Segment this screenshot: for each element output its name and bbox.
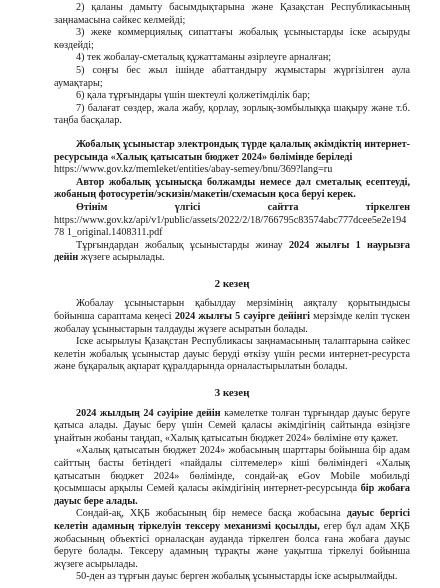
- list-item: 2) қаланы дамыту басымдықтарына және Қазақстан Республикасының заңнамасына сәйкес келмейді;: [54, 2, 410, 26]
- list-item: 6) қала тұрғындары үшін шектеулі қолжетімділік бар;: [76, 90, 311, 102]
- stage-3-paragraph: [54, 445, 410, 508]
- stage-2-paragraph: [54, 298, 410, 336]
- stage-3-emphasis: бір жобаға дауыс бере алады.: [54, 483, 410, 507]
- collection-date: 2024 жылғы 1 наурызға дейін: [54, 239, 410, 264]
- stage-2-text: Жобалау ұсыныстарын қабылдау мерзімінің аяқталу қорытындысы бойынша сараптама кеңесі: [54, 298, 410, 323]
- stage-3-deadline: 2024 жылдың 24 сәуіріне дейін: [76, 407, 221, 419]
- collection-text-end: жүзеге асырылады.: [78, 252, 165, 264]
- stage-3-heading: 3 кезең: [214, 387, 250, 400]
- stage-2-paragraph: Іске асырылуы Қазақстан Республикасы заңнамасының талаптарына сәйкес келетін жобалық ұсыныстар дауыс беруді өткізу үшін ресми интернет-ресурста және бұқаралық ақпарат құралдарында орналастырылатын болады.: [54, 336, 410, 373]
- stage-3-text: «Халық қатысатын бюджет 2024» жобасының шарттары бойынша бір адам сайттың басты бетіндегі «пайдалы сілтемелер» кіші бөліміндегі «Халық қатысатын бюджет 2024» бөлімінде, сондай-ақ eGov Mobile мобильді қосымшасы арқылы Семей қаласы әкімдігінің интернет-ресурсында: [54, 445, 410, 495]
- stage-3-text: Сондай-ақ, ХҚБ жобасының бір немесе басқа жобасына: [76, 508, 347, 520]
- list-item: 7) балағат сөздер, жала жабу, қорлау, зорлық-зомбылыққа шақыру және т.б. таңба басқалар.: [54, 102, 410, 127]
- portal-link[interactable]: https://www.gov.kz/memleket/entities/abay-semey/bnu/369?lang=ru: [54, 164, 333, 176]
- stage-3-paragraph: [54, 408, 410, 446]
- collection-deadline: [54, 240, 410, 265]
- sample-word-4: тіркелген: [365, 201, 410, 213]
- sample-word-2: үлгісі: [174, 201, 201, 213]
- submission-info-heading: Жобалық ұсыныстар электрондық түрде қалалық әкімдіктің интернет-ресурсында «Халық қатысатын бюджет 2024» бөлімінде беріледі: [54, 138, 410, 163]
- list-item: 4) тек жобалау-сметалық құжаттаманы әзірлеуге арналған;: [76, 52, 332, 64]
- stage-2-deadline: 2024 жылғы 5 сәуірге дейінгі: [174, 311, 310, 323]
- sample-word-3: сайтта: [267, 201, 299, 213]
- collection-text: Тұрғындардан жобалық ұсыныстарды жинау: [76, 239, 289, 251]
- stage-3-emphasis: дауыс бергісі келетін адамның тіркелуін тексеру механизмі қосылды,: [54, 508, 410, 532]
- stage-3-paragraph: [54, 508, 410, 571]
- author-requirement: Автор жобалық ұсынысқа болжамды немесе дәл сметалық есептеуді, жобаның фотосуретін/эскизін/макетін/схемасын қоса беруі керек.: [54, 176, 410, 201]
- stage-3-text: кәмелетке толған тұрғындар дауыс беруге қатыса алады. Дауыс беру үшін Семей қаласы әкімдігінің сайтында өзіңізге ұнайтын жобаны таңдап, «Халық қатысатын бюджет 2024» бөліміне өту қажет.: [54, 407, 410, 444]
- sample-word-1: Өтінім: [76, 201, 108, 213]
- stage-3-paragraph: 50-ден аз тұрғын дауыс берген жобалық ұсыныстарды іске асырылмайды.: [76, 571, 398, 583]
- list-item: 3) жеке коммерциялық сипаттағы жобалық ұсыныстарды іске асыруды көздейді;: [54, 27, 410, 51]
- stage-3-text-end: егер бұл адам ХҚБ жобасының объектісі орналасқан ауданда тіркелген болса ғана жобаға дауыс беруге болады. Тексеру адамның тұрақты және уақытша тіркелуі бойынша жүзеге асырылады.: [54, 520, 410, 570]
- sample-pdf-link[interactable]: https://www.gov.kz/api/v1/public/assets/2022/2/18/766795c83574abc777dcee5e2e19478 1_original.1408311.pdf: [54, 214, 407, 239]
- stage-2-text-end: мерзімде келіп түскен жобалау ұсыныстарын талдауды жүзеге асыратын болады.: [54, 311, 410, 335]
- stage-2-heading: 2 кезең: [214, 277, 250, 290]
- application-sample-line: [54, 202, 410, 215]
- list-item: 5) соңғы бес жыл ішінде абаттандыру жұмыстары жүргізілген аула аумақтары;: [54, 64, 410, 89]
